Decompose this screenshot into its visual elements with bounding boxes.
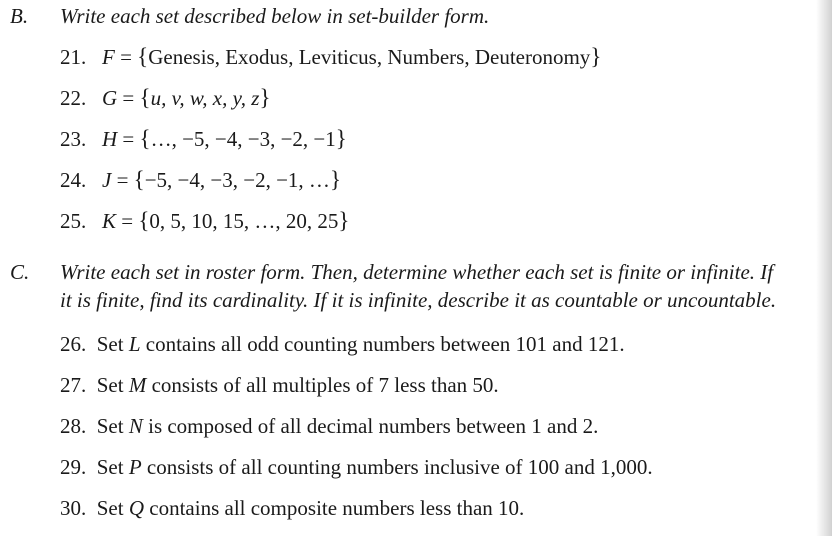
set-name: L — [128, 332, 141, 356]
exercise-number: 29. — [60, 455, 87, 479]
section-c-instruction-line1: Write each set in roster form. Then, determine whether each set is finite or infinite. If — [60, 260, 774, 284]
set-name: N — [128, 414, 143, 438]
exercise-22: 22. G = {u, v, w, x, y, z} — [60, 85, 271, 110]
exercise-number: 21. — [60, 45, 87, 69]
exercise-number: 26. — [60, 332, 87, 356]
page-edge-shadow — [816, 0, 832, 536]
section-b-letter: B. — [10, 4, 29, 28]
exercise-29 — [60, 455, 653, 480]
section-c-letter: C. — [10, 260, 30, 284]
item-prefix: Set — [96, 332, 129, 356]
exercise-21: 21. F = {Genesis, Exodus, Leviticus, Numbers, Deuteronomy} — [60, 44, 602, 69]
exercise-25: 25. K = {0, 5, 10, 15, …, 20, 25} — [60, 208, 350, 233]
item-text: contains all odd counting numbers between 101 and 121. — [140, 332, 625, 356]
exercise-number: 27. — [60, 373, 87, 397]
exercise-24: 24. J = {−5, −4, −3, −2, −1, …} — [60, 167, 341, 192]
set-name: K — [102, 209, 117, 233]
set-name: M — [128, 373, 147, 397]
item-text: consists of all counting numbers inclusive of 100 and 1,000. — [141, 455, 653, 479]
item-text: contains all composite numbers less than 10. — [144, 496, 525, 520]
set-elements: 0, 5, 10, 15, …, 20, 25 — [149, 209, 339, 233]
set-name: F — [102, 45, 115, 69]
set-name: H — [102, 127, 118, 151]
set-elements: Genesis, Exodus, Leviticus, Numbers, Deuteronomy — [148, 45, 591, 69]
set-name: P — [128, 455, 142, 479]
section-c-instruction-line2: it is finite, find its cardinality. If it is infinite, describe it as countable or uncountable. — [60, 288, 777, 312]
set-name: J — [102, 168, 112, 192]
exercise-23: 23. H = {…, −5, −4, −3, −2, −1} — [60, 126, 347, 151]
set-elements: …, −5, −4, −3, −2, −1 — [150, 127, 336, 151]
item-text: consists of all multiples of 7 less than 50. — [146, 373, 499, 397]
set-name: Q — [128, 496, 145, 520]
exercise-number: 30. — [60, 496, 87, 520]
set-elements: u, v, w, x, y, z — [150, 86, 260, 110]
exercise-26 — [60, 332, 625, 357]
set-name: G — [102, 86, 118, 110]
exercise-number: 25. — [60, 209, 87, 233]
exercise-30 — [60, 496, 524, 521]
exercise-number: 22. — [60, 86, 87, 110]
item-prefix: Set — [96, 496, 129, 520]
section-b-instruction: Write each set described below in set-builder form. — [60, 4, 490, 28]
exercise-number: 28. — [60, 414, 87, 438]
item-text: is composed of all decimal numbers between 1 and 2. — [142, 414, 599, 438]
exercise-28 — [60, 414, 598, 439]
exercise-number: 23. — [60, 127, 87, 151]
exercise-27 — [60, 373, 499, 398]
item-prefix: Set — [96, 414, 129, 438]
item-prefix: Set — [96, 373, 129, 397]
exercise-number: 24. — [60, 168, 87, 192]
item-prefix: Set — [96, 455, 129, 479]
set-elements: −5, −4, −3, −2, −1, … — [144, 168, 330, 192]
